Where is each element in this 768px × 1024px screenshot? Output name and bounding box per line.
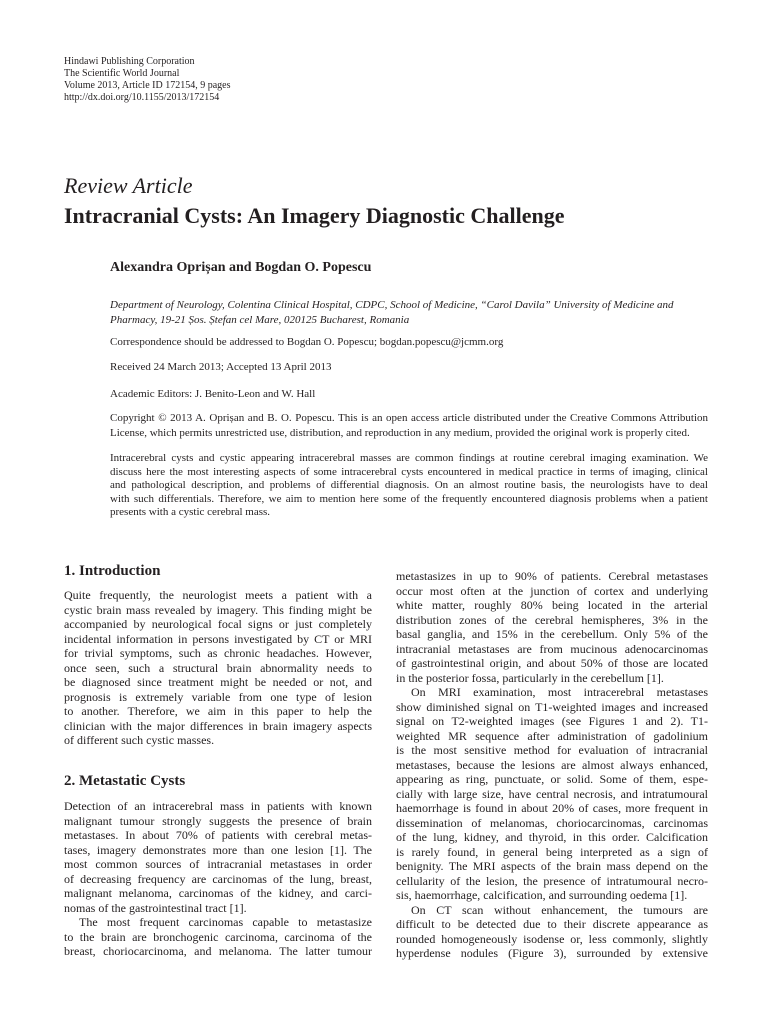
text-line: cially with large size, have central necrosis, and intratumoural bbox=[396, 786, 708, 801]
metastatic-paragraph-2-part-2 bbox=[396, 569, 708, 685]
text-line: sis, haemorrhage, calcification, and surrounding oedema [1]. bbox=[396, 888, 688, 902]
metastatic-paragraph-4 bbox=[396, 903, 708, 961]
volume-info: Volume 2013, Article ID 172154, 9 pages bbox=[64, 80, 231, 91]
text-line: of decreasing frequency are carcinomas of the lung, breast, bbox=[64, 871, 372, 886]
text-line: appearing as ring, punctuate, or solid. Some of them, espe- bbox=[396, 772, 708, 786]
text-line: and pathological description, and problems of differential diagnosis. On an almost routine basis, the neurologists have to deal bbox=[110, 479, 708, 491]
text-line: is rarely found, in general being interpreted as a sign of bbox=[396, 844, 708, 859]
text-line: License, which permits unrestricted use, distribution, and reproduction in any medium, provided the original work is properly cited. bbox=[110, 427, 690, 439]
text-line: once seen, such a structural brain abnormality needs to bbox=[64, 660, 372, 675]
journal-name: The Scientific World Journal bbox=[64, 68, 180, 79]
text-line: Department of Neurology, Colentina Clinical Hospital, CDPC, School of Medicine, “Carol Davila” University of Medicine and bbox=[110, 299, 674, 311]
academic-editors: Academic Editors: J. Benito-Leon and W. Hall bbox=[110, 388, 316, 400]
text-line: On CT scan without enhancement, the tumours are bbox=[411, 902, 708, 917]
text-line: Intracerebral cysts and cystic appearing intracerebral masses are common findings at routine cerebral imaging examination. We bbox=[110, 452, 708, 464]
text-line: most common sources of intracranial metastases in order bbox=[64, 857, 372, 871]
text-line: to the brain are bronchogenic carcinoma, carcinoma of the bbox=[64, 929, 372, 944]
section-heading-introduction: 1. Introduction bbox=[64, 563, 161, 579]
text-line: metastases. In about 70% of patients with cerebral metas- bbox=[64, 828, 372, 842]
left-column-continuation bbox=[64, 799, 372, 959]
text-line: nomas of the gastrointestinal tract [1]. bbox=[64, 900, 247, 915]
abstract bbox=[110, 452, 708, 520]
text-line: The most frequent carcinomas capable to metastasize bbox=[79, 915, 372, 929]
affiliation bbox=[110, 298, 708, 328]
text-line: metastases, because the lesions are almost always enhanced, bbox=[396, 757, 708, 772]
text-line: in the posterior fossa, particularly in the cerebellum [1]. bbox=[396, 670, 664, 685]
text-line: breast, choriocarcinoma, and melanoma. The latter tumour bbox=[64, 944, 372, 958]
text-line: Pharmacy, 19-21 Șos. Ștefan cel Mare, 020125 Bucharest, Romania bbox=[110, 314, 410, 326]
text-line: tases, imagery demonstrates more than one lesion [1]. The bbox=[64, 842, 372, 857]
article-type: Review Article bbox=[64, 173, 193, 198]
text-line: signal on T2-weighted images (see Figures 1 and 2). T1- bbox=[396, 714, 708, 728]
received-accepted-dates: Received 24 March 2013; Accepted 13 April 2013 bbox=[110, 361, 332, 373]
text-line: occur most often at the junction of cortex and underlying bbox=[396, 583, 708, 598]
copyright-notice bbox=[110, 411, 708, 441]
text-line: basal ganglia, and 15% in the cerebellum. Only 5% of the bbox=[396, 627, 708, 641]
metastatic-paragraph-1 bbox=[64, 799, 372, 915]
text-line: to another. Therefore, we aim in this paper to help the bbox=[64, 704, 372, 718]
text-line: be diagnosed since treatment might be needed or not, and bbox=[64, 675, 372, 689]
text-line: Copyright © 2013 A. Oprișan and B. O. Popescu. This is an open access article distributed under the Creative Commons Attribution bbox=[110, 412, 708, 424]
doi-link[interactable]: http://dx.doi.org/10.1155/2013/172154 bbox=[64, 92, 220, 103]
text-line: of different such cystic masses. bbox=[64, 733, 215, 747]
right-column bbox=[396, 569, 708, 961]
text-line: Detection of an intracerebral mass in patients with known bbox=[64, 799, 372, 813]
text-line: On MRI examination, most intracerebral metastases bbox=[411, 685, 708, 699]
text-line: weighted MR sequence after administration of gadolinium bbox=[396, 728, 708, 743]
section-heading-metastatic-cysts: 2. Metastatic Cysts bbox=[64, 773, 186, 789]
text-line: cystic brain mass revealed by imagery. This finding might be bbox=[64, 602, 372, 617]
text-line: intracranial metastases are from mucinous adenocarcinomas bbox=[396, 641, 708, 656]
text-line: cellularity of the lesion, the presence of intratumoural necro- bbox=[396, 873, 708, 888]
text-line: of gastrointestinal origin, and about 50% of those are located bbox=[396, 656, 708, 670]
article-title: Intracranial Cysts: An Imagery Diagnostic Challenge bbox=[64, 203, 565, 228]
text-line: metastasizes in up to 90% of patients. Cerebral metastases bbox=[396, 569, 708, 583]
text-line: rounded homogeneously isodense or, less commonly, slightly bbox=[396, 931, 708, 946]
metastatic-paragraph-2-part-1 bbox=[64, 915, 372, 959]
text-line: hyperdense nodules (Figure 3), surrounded by extensive bbox=[396, 946, 708, 960]
text-line: malignant melanoma, carcinomas of the kidney, and carci- bbox=[64, 886, 372, 900]
text-line: with such differentials. Therefore, we aim to mention here some of the frequently encountered diagnosis problems when a patient bbox=[110, 492, 708, 505]
text-line: clinician with the major differences in brain imagery aspects bbox=[64, 718, 372, 733]
text-line: presents with a cystic cerebral mass. bbox=[110, 506, 271, 518]
publisher-name: Hindawi Publishing Corporation bbox=[64, 56, 195, 67]
text-line: difficult to be detected due to their discrete appearance as bbox=[396, 917, 708, 931]
text-line: for trivial symptoms, such as chronic headaches. However, bbox=[64, 646, 372, 660]
text-line: incidental information in persons investigated by CT or MRI bbox=[64, 631, 372, 646]
correspondence-line: Correspondence should be addressed to Bogdan O. Popescu; bogdan.popescu@jcmm.org bbox=[110, 336, 504, 348]
text-line: malignant tumour strongly suggests the presence of brain bbox=[64, 813, 372, 828]
text-line: haemorrhage is found in about 20% of cases, more frequent in bbox=[396, 801, 708, 815]
text-line: accompanied by neurological focal signs or just completely bbox=[64, 617, 372, 631]
journal-header bbox=[64, 56, 230, 104]
metastatic-paragraph-3 bbox=[396, 685, 708, 903]
text-line: show diminished signal on T1-weighted images and increased bbox=[396, 699, 708, 714]
text-line: distribution zones of the cerebral hemispheres, 3% in the bbox=[396, 612, 708, 627]
author-list: Alexandra Oprișan and Bogdan O. Popescu bbox=[110, 260, 372, 275]
text-line: of the lung, kidney, and thyroid, in this order. Calcification bbox=[396, 830, 708, 844]
text-line: Quite frequently, the neurologist meets a patient with a bbox=[64, 588, 372, 602]
text-line: dissemination of melanomas, choriocarcinomas, carcinomas bbox=[396, 815, 708, 830]
text-line: prognosis is extremely variable from one type of lesion bbox=[64, 689, 372, 704]
text-line: is the most sensitive method for evaluation of intracranial bbox=[396, 743, 708, 757]
introduction-paragraph bbox=[64, 588, 372, 748]
text-line: discuss here the most interesting aspects of some intracerebral cysts encountered in medical practice in terms of imaging, clinical bbox=[110, 465, 708, 478]
text-line: benignity. The MRI aspects of the brain mass depend on the bbox=[396, 859, 708, 873]
text-line: white matter, roughly 80% being located in the arterial bbox=[396, 598, 708, 612]
